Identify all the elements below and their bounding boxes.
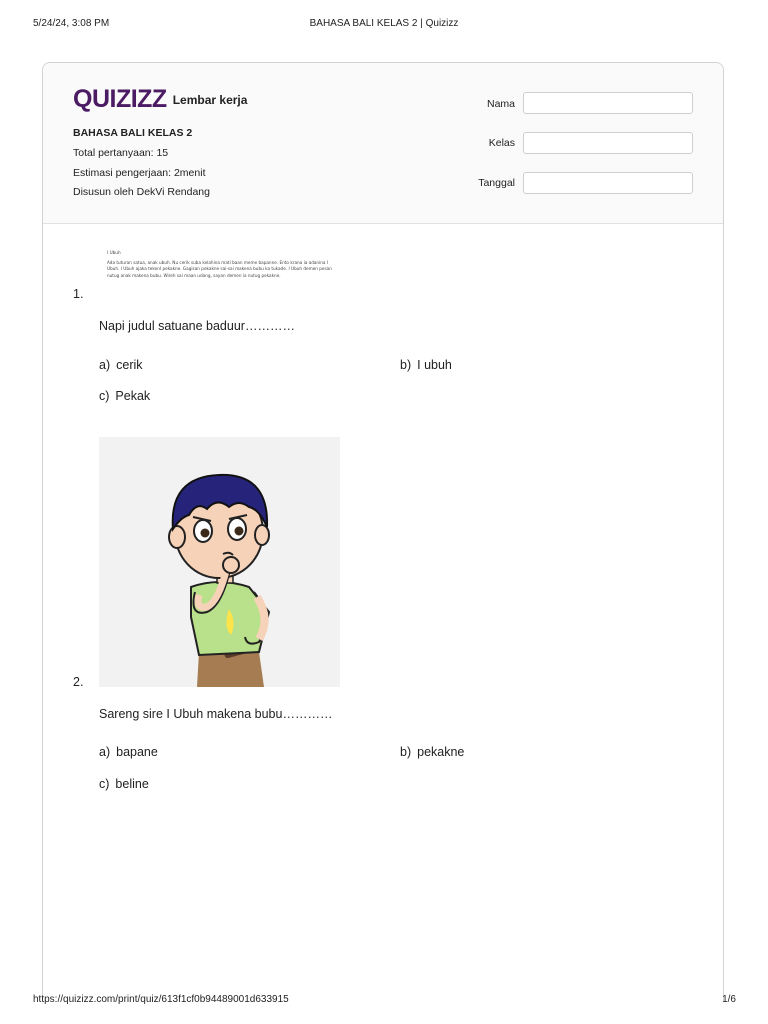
name-field[interactable]: [523, 92, 693, 114]
question-1-figure: [107, 250, 337, 296]
option-letter: b): [400, 745, 412, 759]
date-field[interactable]: [523, 172, 693, 194]
class-field[interactable]: [523, 132, 693, 154]
option-letter: c): [99, 389, 110, 403]
thinking-boy-svg: [99, 437, 340, 687]
print-url: https://quizizz.com/print/quiz/613f1cf0b94489001d633915: [33, 994, 289, 1005]
class-label: Kelas: [488, 137, 515, 149]
option-letter: a): [99, 358, 111, 372]
option-text: Pekak: [115, 389, 151, 403]
option-text: I ubuh: [417, 358, 452, 372]
thinking-boy-illustration-icon: [99, 437, 340, 687]
print-datetime: 5/24/24, 3:08 PM: [33, 18, 110, 29]
date-label: Tanggal: [478, 177, 515, 189]
quizizz-logo-wordmark: QUIZIZZ: [73, 84, 167, 113]
option-letter: c): [99, 777, 110, 791]
question-1-option-b: [400, 358, 452, 372]
page-number: 1/6: [722, 994, 736, 1005]
question-2-text: Sareng sire I Ubuh makena bubu…………: [99, 707, 333, 721]
question-1-option-c: [99, 389, 150, 403]
question-2-option-a: [99, 745, 158, 759]
question-2-option-c: [99, 777, 149, 791]
question-2-option-b: [400, 745, 464, 759]
question-1-option-a: [99, 358, 143, 372]
option-letter: b): [400, 358, 412, 372]
option-text: cerik: [116, 358, 143, 372]
question-1-figure-title: I Ubuh: [107, 250, 121, 255]
worksheet-header: [43, 63, 723, 224]
estimated-time: Estimasi pengerjaan: 2menit: [73, 167, 206, 179]
question-1-text: Napi judul satuane baduur…………: [99, 319, 295, 333]
option-text: bapane: [116, 745, 158, 759]
quiz-title: BAHASA BALI KELAS 2: [73, 127, 193, 139]
question-2-number: 2.: [73, 675, 84, 689]
print-header: [0, 18, 768, 32]
worksheet-label: Lembar kerja: [172, 93, 248, 107]
question-1-figure-text: Ada tuturan satua, anak ubuh. Nu cerik suba kelahina mati baan meme bapanne. Ento krana ia adanina I Ubuh. I Ubuh ajaka tekenI pekakne. Gagisan pekakne sai-sai makena bubu ka tukade. I Ubuh demen pesan nutug anak makena bubu. Wireh sai maan udang, sayan demen ia nutug pekakne.: [107, 260, 332, 278]
quizizz-logo: [73, 83, 247, 115]
name-label: Nama: [486, 98, 515, 110]
author: Disusun oleh DekVi Rendang: [73, 186, 210, 198]
print-document-title: BAHASA BALI KELAS 2 | Quizizz: [309, 18, 459, 29]
question-1-number: 1.: [73, 287, 84, 301]
option-letter: a): [99, 745, 111, 759]
total-questions: Total pertanyaan: 15: [73, 147, 169, 159]
option-text: pekakne: [417, 745, 465, 759]
option-text: beline: [115, 777, 149, 791]
